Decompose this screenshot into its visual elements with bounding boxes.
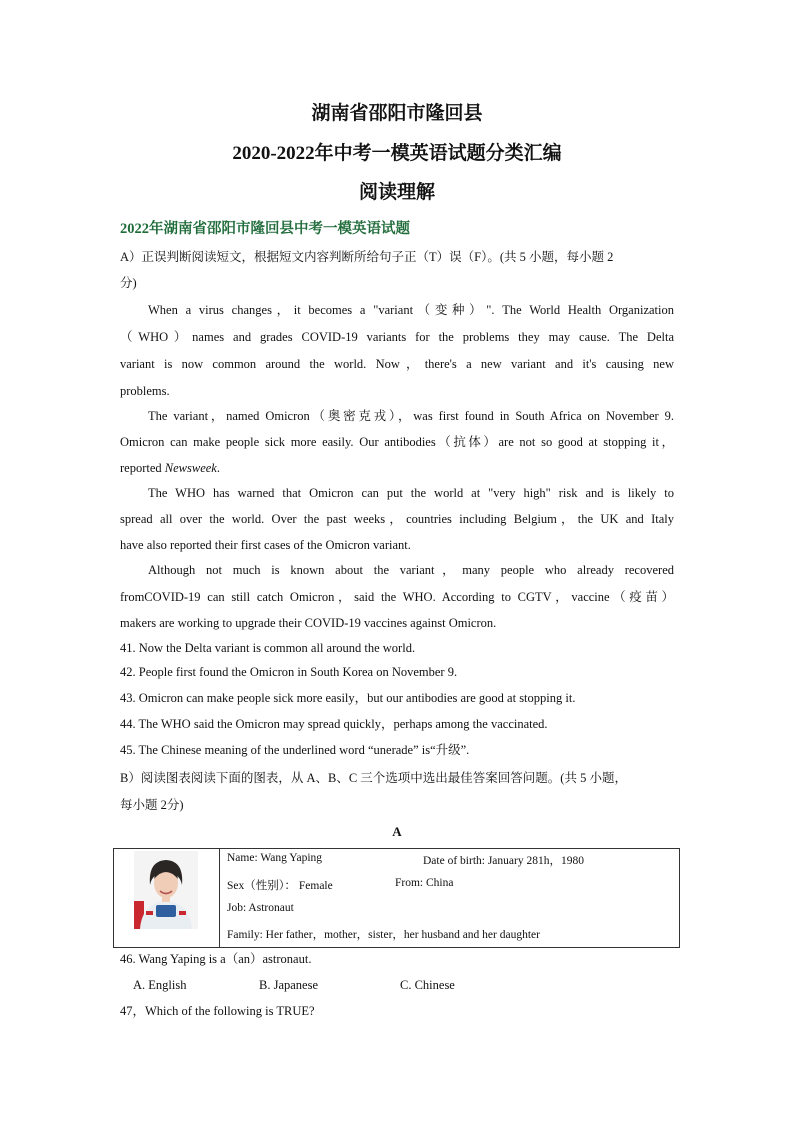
passage-p3-line3: have also reported their first cases of the Omicron variant. — [120, 538, 411, 552]
card-from: From: China — [395, 877, 454, 889]
card-dob: Date of birth: January 281h，1980 — [423, 855, 584, 867]
newsweek-name: Newsweek — [164, 461, 217, 475]
part-b-instruction-2: 每小题 2分) — [120, 798, 184, 812]
statement-43: 43. Omicron can make people sick more easily，but our antibodies are good at stopping it. — [120, 691, 576, 705]
photo-cell — [114, 849, 220, 947]
part-a-instruction-2: 分) — [120, 276, 137, 290]
card-family: Family: Her father，mother，sister，her husband and her daughter — [227, 929, 540, 941]
passage-p4-line3: makers are working to upgrade their COVID-19 vaccines against Omicron. — [120, 616, 497, 630]
question-46: 46. Wang Yaping is a（an）astronaut. — [120, 952, 312, 966]
info-card — [113, 848, 680, 948]
passage-p1-line2: （WHO）names and grades COVID-19 variants for the problems they may cause. The Delta — [120, 330, 674, 344]
statement-41: 41. Now the Delta variant is common all around the world. — [120, 641, 416, 655]
q46-option-b: B. Japanese — [259, 978, 319, 992]
statement-45: 45. The Chinese meaning of the underlined word “unerade” is“升级”. — [120, 743, 470, 757]
part-a-instruction-1: A）正误判断阅读短文，根据短文内容判断所给句子正（T）误（F）。(共 5 小题，每小题 2 — [120, 250, 614, 264]
doc-title-topic: 阅读理解 — [358, 182, 435, 203]
passage-p1-line3: variant is now common around the world. Now，there's a new variant and it's causing new — [120, 357, 674, 371]
doc-title-exam: 2020-2022年中考一模英语试题分类汇编 — [232, 143, 562, 164]
passage-p2-line3 — [120, 460, 674, 476]
section-heading: 2022年湖南省邵阳市隆回县中考一模英语试题 — [120, 221, 410, 237]
passage-p3-line1: The WHO has warned that Omicron can put the world at "very high" risk and is likely to — [148, 486, 674, 500]
q46-option-a: A. English — [133, 978, 187, 992]
statement-42: 42. People first found the Omicron in South Korea on November 9. — [120, 665, 458, 679]
passage-p4-line1: Although not much is known about the variant，many people who already recovered — [148, 563, 674, 577]
card-name: Name: Wang Yaping — [227, 852, 323, 864]
card-sex: Sex（性别）： Female — [227, 880, 333, 892]
passage-p2-line3-end: . — [216, 461, 220, 475]
card-job: Job: Astronaut — [227, 902, 294, 914]
passage-p1-line4: problems. — [120, 384, 170, 398]
doc-title-region: 湖南省邵阳市隆回县 — [311, 103, 483, 124]
passage-p2-line1: The variant，named Omicron（奥密克戎），was first found in South Africa on November 9. — [148, 409, 674, 423]
statement-44: 44. The WHO said the Omicron may spread quickly，perhaps among the vaccinated. — [120, 717, 548, 731]
astronaut-photo — [134, 851, 198, 929]
passage-p2-line2: Omicron can make people sick more easily. Our antibodies（抗体）are not so good at stopping it， — [120, 435, 674, 449]
passage-p2-line3-start: reported — [120, 461, 165, 475]
part-b-instruction-1: B）阅读图表阅读下面的图表，从 A、B、C 三个选项中选出最佳答案回答问题。(共 5 小题， — [120, 771, 627, 785]
q46-option-c: C. Chinese — [400, 978, 455, 992]
passage-p3-line2: spread all over the world. Over the past weeks，countries including Belgium，the UK and Italy — [120, 512, 674, 526]
table-label: A — [392, 824, 402, 839]
question-47: 47，Which of the following is TRUE? — [120, 1004, 315, 1018]
passage-p1-line1: When a virus changes，it becomes a "variant（变种）". The World Health Organization — [148, 303, 674, 317]
passage-p4-line2: fromCOVID-19 can still catch Omicron，said the WHO. According to CGTV，vaccine（疫苗） — [120, 590, 674, 604]
